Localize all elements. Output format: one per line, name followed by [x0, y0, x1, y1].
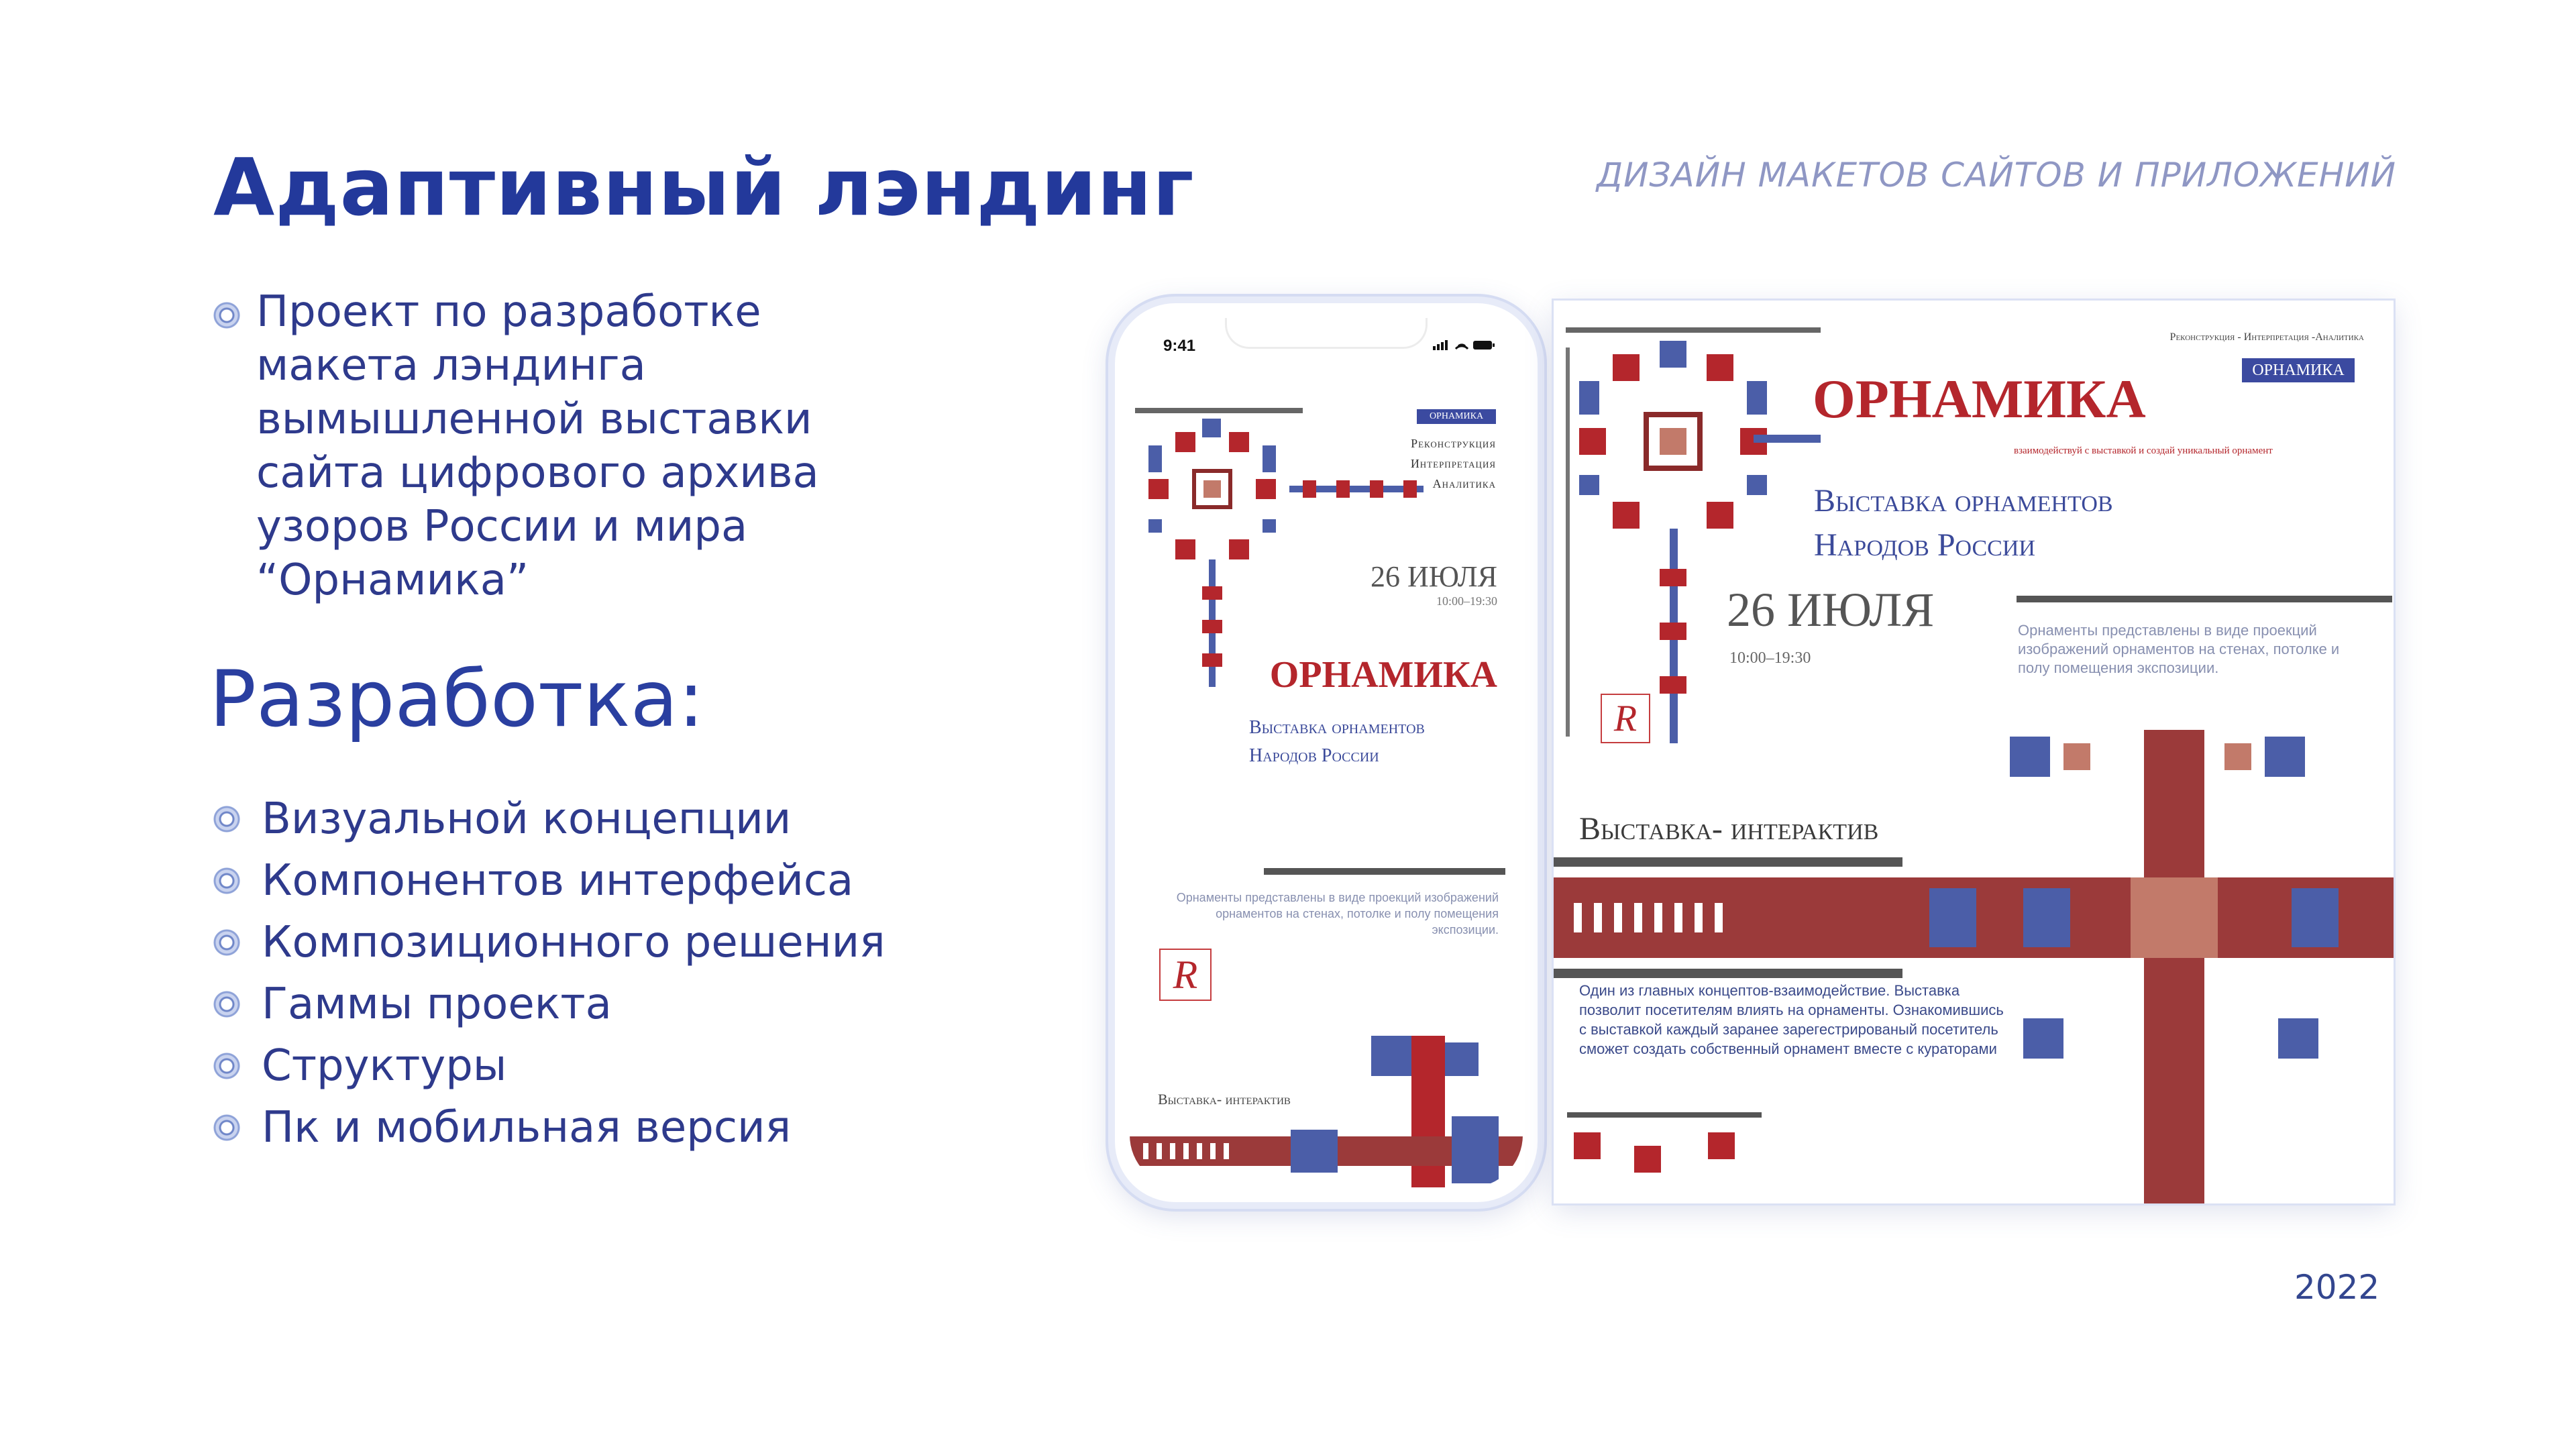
desktop-paragraph: Один из главных концептов-взаимодействие. Выставка позволит посетителям влиять на орнаменты. Ознакомившись с выставкой каждый заранее зарегестрированый посетитель сможет создать собственный орнамент вместе с кураторами — [1579, 982, 2004, 1057]
bullet-icon — [213, 929, 240, 956]
page-subtitle: ДИЗАЙН МАКЕТОВ САЙТОВ И ПРИЛОЖЕНИЙ — [1597, 156, 2397, 195]
phone-description: Орнаменты представлены в виде проекций изображений орнаментов на стенах, потолке и полу помещения экспозиции. — [1176, 891, 1499, 936]
tagline-line: Аналитика — [1432, 477, 1496, 490]
phone-tagline — [1411, 433, 1496, 494]
desktop-interactive-heading: Выставка- интерактив — [1579, 811, 1879, 847]
desktop-hours: 10:00–19:30 — [1729, 649, 1811, 667]
subtitle-line: Выставка орнаментов — [1249, 717, 1425, 738]
list-item — [213, 973, 885, 1035]
tagline-line: Интерпретация — [1410, 457, 1496, 470]
bullet-icon — [213, 806, 240, 833]
subtitle-line: Народов России — [1814, 527, 2035, 563]
desktop-brand-title: ОРНАМИКА — [1813, 368, 2146, 429]
list-item-label: Визуальной концепции — [262, 794, 792, 844]
page-title: Адаптивный лэндинг — [213, 141, 1195, 233]
list-item-label: Гаммы проекта — [262, 979, 612, 1029]
list-item-label: Структуры — [262, 1041, 507, 1091]
bullet-icon — [213, 302, 240, 329]
phone-brand-tag: ОРНАМИКА — [1417, 409, 1496, 424]
phone-date: 26 ИЮЛЯ — [1371, 560, 1497, 593]
development-heading: Разработка: — [209, 654, 704, 745]
list-item — [213, 1035, 885, 1097]
desktop-date: 26 ИЮЛЯ — [1727, 583, 1935, 637]
desktop-brand-caption: взаимодействуй с выставкой и создай уникальный орнамент — [2014, 445, 2273, 456]
desktop-exhibition-subtitle — [1814, 479, 2113, 568]
subtitle-line: Народов России — [1249, 745, 1379, 766]
phone-ornament-cross — [1135, 405, 1430, 687]
list-item-label: Пк и мобильная версия — [262, 1103, 792, 1152]
desktop-ornament-band — [1554, 730, 2394, 1203]
list-item — [213, 850, 885, 912]
bullet-icon — [213, 1053, 240, 1079]
development-list — [213, 788, 885, 1159]
phone-logo: R — [1159, 949, 1212, 1001]
desktop-description: Орнаменты представлены в виде проекций изображений орнаментов на стенах, потолке и полу помещения экспозиции. — [2018, 622, 2340, 676]
list-item — [213, 788, 885, 850]
desktop-brand-tag: ОРНАМИКА — [2242, 358, 2355, 382]
bullet-icon — [213, 1114, 240, 1141]
phone-screen — [1130, 318, 1523, 1187]
bullet-icon — [213, 991, 240, 1018]
list-item-label: Компонентов интерфейса — [262, 856, 854, 906]
bullet-icon — [213, 867, 240, 894]
desktop-header-tagline: Реконструкция - Интерпретация -Аналитика — [2169, 331, 2364, 343]
phone-divider — [1264, 868, 1505, 876]
year-label: 2022 — [2294, 1268, 2380, 1307]
phone-interactive-heading: Выставка- интерактив — [1158, 1091, 1291, 1108]
desktop-mockup — [1554, 301, 2394, 1203]
list-item — [213, 1097, 885, 1159]
desktop-divider — [2017, 596, 2392, 605]
list-item — [213, 912, 885, 973]
phone-brand-title: ОРНАМИКА — [1269, 654, 1497, 696]
project-description: Проект по разработке макета лэндинга вымышленной выставки сайта цифрового архива узоров России и мира “Орнамика” — [256, 287, 819, 605]
phone-hours: 10:00–19:30 — [1436, 594, 1497, 608]
desktop-ornament-cross — [1566, 327, 1821, 743]
subtitle-line: Выставка орнаментов — [1814, 483, 2113, 519]
phone-ornament-band — [1130, 1036, 1523, 1187]
desktop-logo: R — [1601, 694, 1650, 743]
phone-notch — [1225, 318, 1428, 349]
phone-mockup — [1108, 297, 1544, 1209]
status-bar-icons — [1433, 338, 1496, 352]
tagline-line: Реконструкция — [1411, 437, 1496, 450]
phone-exhibition-subtitle — [1249, 714, 1497, 770]
status-time: 9:41 — [1163, 337, 1196, 355]
list-item-label: Композиционного решения — [262, 918, 885, 967]
